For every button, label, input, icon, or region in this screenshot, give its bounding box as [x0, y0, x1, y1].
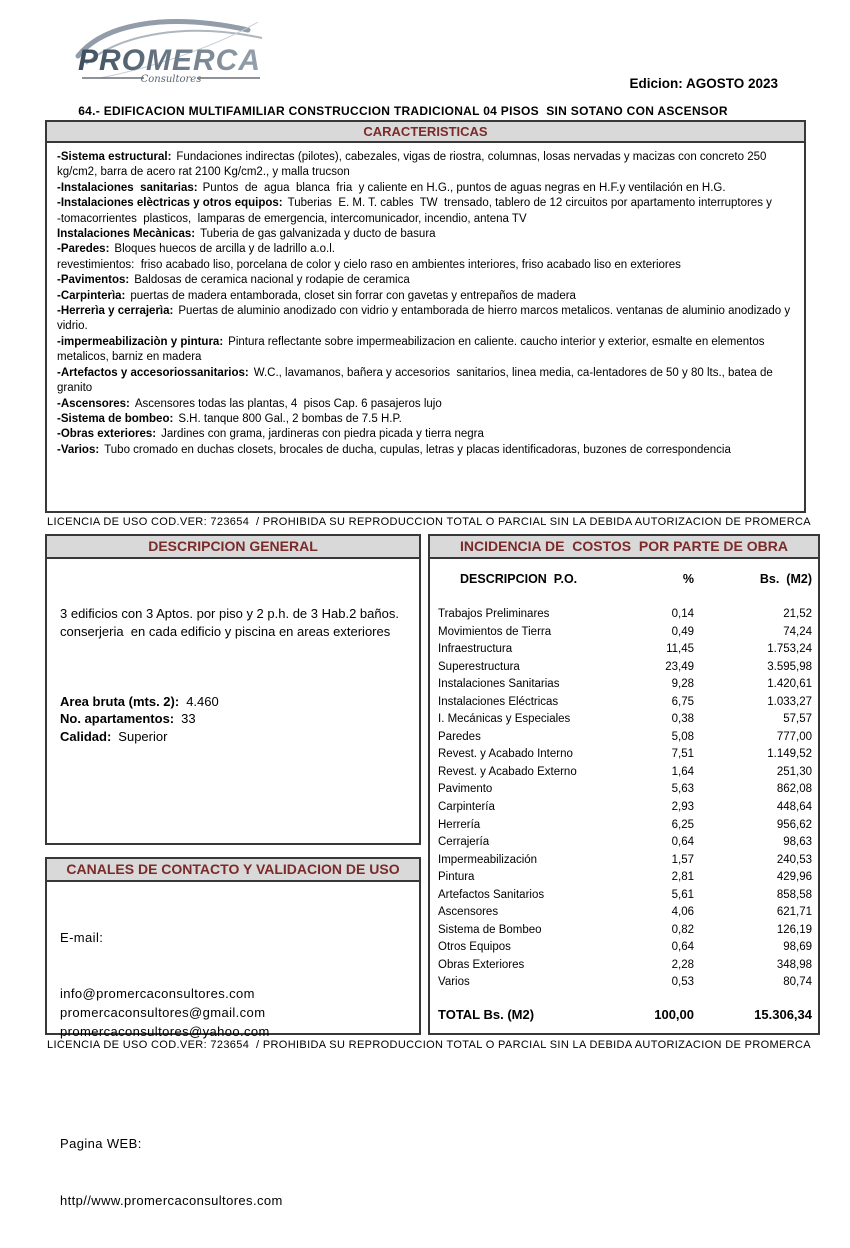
caracteristica-label: -Sistema estructural: — [57, 151, 172, 163]
col-header-descripcion: DESCRIPCION P.O. — [460, 572, 578, 586]
cost-row — [436, 834, 812, 852]
caracteristica-text: Jardines con grama, jardineras con piedra picada y tierra negra — [161, 428, 484, 441]
descripcion-general-box — [45, 534, 421, 845]
cost-desc: I. Mecánicas y Especiales — [438, 713, 571, 726]
descripcion-general-body — [47, 559, 419, 781]
cost-percent: 0,64 — [671, 836, 694, 849]
info-field-label: No. apartamentos: — [60, 711, 175, 727]
cost-desc: Cerrajería — [438, 836, 490, 849]
cost-desc: Otros Equipos — [438, 941, 511, 954]
cost-bs: 1.149,52 — [767, 748, 812, 761]
cost-desc: Pavimento — [438, 783, 493, 796]
caracteristica-text: Pintura reflectante sobre impermeabilizacion en caliente. caucho interior y exterior, esmalte en elementos metalicos, barniz en madera — [57, 335, 768, 364]
cost-row — [436, 659, 812, 677]
cost-bs: 1.420,61 — [767, 678, 812, 691]
caracteristica-line — [57, 335, 794, 366]
caracteristicas-body — [47, 143, 804, 458]
cost-bs: 98,69 — [783, 941, 812, 954]
caracteristica-text: Tuberia de gas galvanizada y ducto de basura — [200, 228, 436, 241]
caracteristica-label: -Artefactos y accesoriossanitarios: — [57, 366, 249, 379]
caracteristica-line — [57, 443, 794, 458]
caracteristica-line — [57, 273, 794, 288]
cost-desc: Carpintería — [438, 801, 495, 814]
edition-line: Edicion: AGOSTO 2023 — [629, 76, 778, 91]
caracteristica-text: Puntos de agua blanca fria y caliente en H.G., puntos de aguas negras en H.F.y ventilación en H.G. — [202, 181, 726, 194]
cost-row — [436, 641, 812, 659]
caracteristicas-box — [45, 120, 806, 513]
caracteristica-label: -Instalaciones sanitarias: — [57, 181, 198, 194]
cost-bs: 1.033,27 — [767, 695, 812, 708]
cost-row — [436, 781, 812, 799]
email-address: promercaconsultores@yahoo.com — [60, 1023, 270, 1039]
cost-bs: 448,64 — [776, 801, 812, 814]
cost-desc: Obras Exteriores — [438, 958, 525, 971]
caracteristica-line — [57, 366, 794, 397]
cost-row — [436, 711, 812, 729]
contacto-box — [45, 857, 421, 1208]
cost-row — [436, 852, 812, 870]
caracteristica-text: Fundaciones indirectas (pilotes), cabezales, vigas de riostra, columnas, losas nervadas y macizas con concreto 250 kg/cm2, barra de acero rat 2100 Kg/cm2., y malla trucson — [57, 151, 770, 179]
caracteristica-text: puertas de madera entamborada, closet sin forrar con gavetas y entrepaños de madera — [130, 289, 576, 302]
caracteristica-line — [57, 242, 794, 257]
cost-desc: Revest. y Acabado Externo — [438, 765, 577, 778]
caracteristica-line — [57, 427, 794, 442]
info-field — [60, 693, 406, 711]
descripcion-fields — [60, 693, 406, 746]
caracteristica-label: -Ascensores: — [57, 397, 130, 410]
promerca-logo — [70, 14, 270, 94]
cost-desc: Artefactos Sanitarios — [438, 888, 545, 901]
caracteristica-label: -impermeabilizaciòn y pintura: — [57, 335, 224, 348]
caracteristica-label: -Pavimentos: — [57, 274, 130, 287]
cost-table — [430, 559, 818, 1025]
email-list — [60, 985, 406, 1041]
cost-percent: 2,28 — [671, 958, 694, 971]
total-label: TOTAL Bs. (M2) — [438, 1007, 535, 1023]
cost-percent: 23,49 — [665, 660, 694, 673]
caracteristica-text: revestimientos: friso acabado liso, porcelana de color y cielo raso en ambientes interiores, friso acabado liso en exteriores — [57, 258, 681, 271]
descripcion-paragraph: 3 edificios con 3 Aptos. por piso y 2 p.h. de 3 Hab.2 baños. conserjeria en cada edificio y piscina en areas exteriores — [60, 606, 403, 639]
contacto-header: CANALES DE CONTACTO Y VALIDACION DE USO — [47, 859, 419, 882]
cost-desc: Paredes — [438, 730, 481, 743]
caracteristicas-header: CARACTERISTICAS — [47, 122, 804, 143]
spacer — [60, 1079, 406, 1098]
cost-percent: 11,45 — [666, 643, 694, 656]
caracteristica-line — [57, 289, 794, 304]
incidencia-box — [428, 534, 820, 1035]
caracteristica-text: Baldosas de ceramica nacional y rodapie de ceramica — [134, 274, 410, 287]
cost-row — [436, 676, 812, 694]
cost-percent: 7,51 — [671, 748, 694, 761]
cost-percent: 6,75 — [671, 695, 694, 708]
email-address: promercaconsultores@gmail.com — [60, 1004, 266, 1020]
cost-percent: 5,08 — [671, 730, 694, 743]
cost-desc: Instalaciones Eléctricas — [438, 695, 559, 708]
logo-swoosh-icon — [70, 14, 270, 92]
cost-row — [436, 799, 812, 817]
cost-desc: Sistema de Bombeo — [438, 923, 542, 936]
cost-row — [436, 624, 812, 642]
cost-row — [436, 939, 812, 957]
cost-row — [436, 957, 812, 975]
cost-row — [436, 694, 812, 712]
cost-total-row — [436, 1005, 812, 1025]
email-address: info@promercaconsultores.com — [60, 985, 255, 1001]
caracteristica-line — [57, 412, 794, 427]
cost-desc: Varios — [438, 976, 470, 989]
email-label: E-mail: — [60, 929, 104, 945]
info-field-value: 4.460 — [186, 693, 219, 709]
cost-bs: 240,53 — [776, 853, 812, 866]
cost-bs: 862,08 — [776, 783, 812, 796]
cost-bs: 1.753,24 — [767, 643, 812, 656]
caracteristica-label: -Herrerìa y cerrajerìa: — [57, 305, 174, 318]
cost-desc: Ascensores — [438, 906, 499, 919]
logo-wordmark: PROMERCA — [78, 44, 262, 77]
cost-desc: Movimientos de Tierra — [438, 625, 552, 638]
cost-bs: 956,62 — [776, 818, 812, 831]
cost-row — [436, 729, 812, 747]
cost-table-header — [436, 571, 812, 587]
total-bs: 15.306,34 — [754, 1007, 812, 1023]
caracteristica-line — [57, 150, 794, 181]
caracteristica-line — [57, 397, 794, 412]
caracteristica-text: S.H. tanque 800 Gal., 2 bombas de 7.5 H.P. — [178, 412, 402, 425]
contacto-body — [47, 882, 419, 1248]
cost-bs: 57,57 — [783, 713, 812, 726]
caracteristica-text: Tubo cromado en duchas closets, brocales de ducha, cupulas, letras y placas identificadoras, buzones de correspondencia — [104, 443, 731, 456]
info-field — [60, 710, 406, 728]
caracteristica-label: -Obras exteriores: — [57, 428, 157, 441]
cost-desc: Impermeabilización — [438, 853, 538, 866]
cost-percent: 6,25 — [671, 818, 694, 831]
cost-percent: 0,64 — [671, 941, 694, 954]
descripcion-general-header: DESCRIPCION GENERAL — [47, 536, 419, 559]
cost-percent: 0,14 — [671, 608, 694, 620]
caracteristica-text: W.C., lavamanos, bañera y accesorios sanitarios, linea media, ca-lentadores de 50 y 80 lts., batea de granito — [57, 366, 777, 395]
caracteristica-line — [57, 181, 794, 196]
cost-desc: Herrería — [438, 818, 481, 831]
cost-desc: Instalaciones Sanitarias — [438, 678, 560, 691]
info-field-value: 33 — [181, 711, 196, 727]
info-field-label: Area bruta (mts. 2): — [60, 693, 180, 709]
cost-percent: 0,82 — [671, 923, 694, 936]
cost-desc: Superestructura — [438, 660, 520, 673]
cost-row — [436, 746, 812, 764]
caracteristica-label: -Varios: — [57, 443, 100, 456]
col-header-bs-m2: Bs. (M2) — [759, 572, 812, 586]
cost-percent: 0,53 — [671, 976, 694, 989]
cost-bs: 858,58 — [776, 888, 812, 901]
cost-percent: 5,61 — [671, 888, 694, 901]
cost-bs: 80,74 — [783, 976, 812, 989]
cost-row — [436, 817, 812, 835]
caracteristica-line — [57, 227, 794, 242]
caracteristica-line — [57, 258, 794, 273]
cost-row — [436, 869, 812, 887]
cost-desc: Trabajos Preliminares — [438, 608, 550, 620]
cost-row — [436, 887, 812, 905]
cost-percent: 4,06 — [671, 906, 694, 919]
caracteristica-text: Puertas de aluminio anodizado con vidrio y entamborada de hierro marcos metalicos. ventanas de aluminio anodizado y vidrio. — [57, 305, 794, 333]
caracteristica-label: -Paredes: — [57, 243, 110, 256]
caracteristica-label: -Sistema de bombeo: — [57, 412, 174, 425]
license-line-bottom: LICENCIA DE USO COD.VER: 723654 / PROHIBIDA SU REPRODUCCION TOTAL O PARCIAL SIN LA DEBIDA AUTORIZACION DE PROMERCA — [47, 1039, 811, 1051]
web-url: http//www.promercaconsultores.com — [60, 1192, 283, 1208]
cost-row — [436, 904, 812, 922]
caracteristica-text: Tuberias E. M. T. cables TW trensado, tablero de 12 circuitos por apartamento interruptores y — [287, 197, 772, 210]
logo-tagline: Consultores — [140, 74, 202, 85]
cost-percent: 5,63 — [671, 783, 694, 796]
web-label: Pagina WEB: — [60, 1136, 142, 1152]
cost-percent: 2,81 — [671, 871, 694, 884]
caracteristica-line — [57, 304, 794, 335]
caracteristica-text: Bloques huecos de arcilla y de ladrillo a.o.l. — [114, 243, 335, 256]
info-field — [60, 728, 406, 746]
cost-percent: 1,64 — [671, 765, 694, 778]
total-percent: 100,00 — [654, 1007, 694, 1023]
cost-bs: 126,19 — [776, 923, 812, 936]
cost-bs: 21,52 — [783, 608, 812, 620]
caracteristica-text: Ascensores todas las plantas, 4 pisos Cap. 6 pasajeros lujo — [134, 397, 442, 410]
cost-percent: 2,93 — [671, 801, 694, 814]
cost-rows — [436, 606, 812, 992]
col-header-percent: % — [682, 572, 694, 586]
caracteristica-label: -Instalaciones elèctricas y otros equipos: — [57, 197, 283, 210]
cost-bs: 3.595,98 — [767, 660, 812, 673]
caracteristica-label: -Carpinterìa: — [57, 289, 126, 302]
cost-row — [436, 922, 812, 940]
info-field-value: Superior — [118, 728, 168, 744]
cost-desc: Revest. y Acabado Interno — [438, 748, 573, 761]
cost-bs: 74,24 — [783, 625, 812, 638]
caracteristica-label: Instalaciones Mecànicas: — [57, 228, 196, 241]
caracteristica-line — [57, 196, 794, 211]
cost-percent: 9,28 — [671, 678, 694, 691]
caracteristica-line — [57, 212, 794, 227]
cost-desc: Infraestructura — [438, 643, 513, 656]
cost-bs: 429,96 — [776, 871, 812, 884]
cost-bs: 98,63 — [783, 836, 812, 849]
caracteristica-text: -tomacorrientes plasticos, lamparas de emergencia, intercomunicador, incendio, antena TV — [57, 212, 527, 225]
incidencia-header: INCIDENCIA DE COSTOS POR PARTE DE OBRA — [430, 536, 818, 559]
cost-bs: 348,98 — [776, 958, 812, 971]
cost-bs: 251,30 — [776, 765, 812, 778]
cost-row — [436, 764, 812, 782]
cost-bs: 621,71 — [776, 906, 812, 919]
cost-percent: 0,49 — [671, 625, 694, 638]
cost-bs: 777,00 — [776, 730, 812, 743]
cost-row — [436, 606, 812, 624]
cost-desc: Pintura — [438, 871, 475, 884]
cost-percent: 1,57 — [671, 853, 694, 866]
cost-percent: 0,38 — [671, 713, 694, 726]
document-title: 64.- EDIFICACION MULTIFAMILIAR CONSTRUCCION TRADICIONAL 04 PISOS SIN SOTANO CON ASCENSOR — [78, 104, 728, 118]
license-line-top: LICENCIA DE USO COD.VER: 723654 / PROHIBIDA SU REPRODUCCION TOTAL O PARCIAL SIN LA DEBIDA AUTORIZACION DE PROMERCA — [47, 516, 811, 528]
cost-row — [436, 974, 812, 992]
info-field-label: Calidad: — [60, 728, 112, 744]
